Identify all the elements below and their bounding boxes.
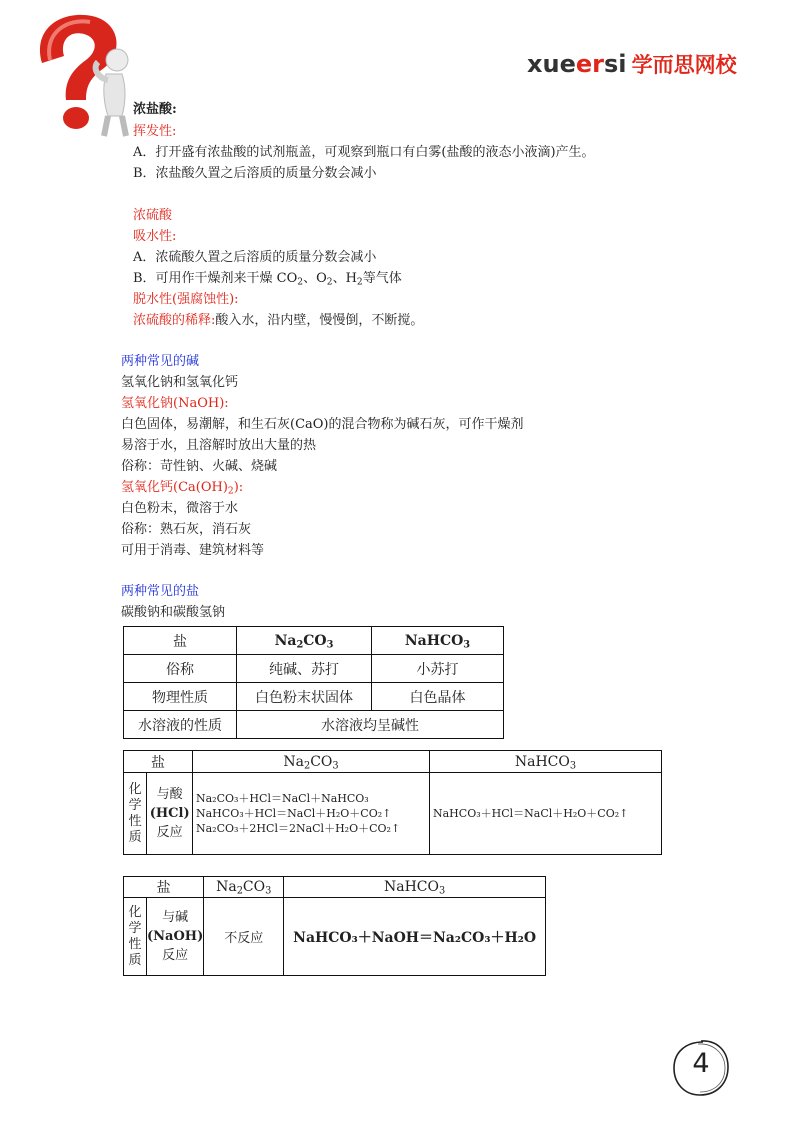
t1-header-nahco3: NaHCO$_3$ [372,627,504,655]
bases-section-title: 两种常见的碱 [121,354,200,369]
hcl-volatility-label: 挥发性: [133,124,177,139]
t2-na2co3-equations [193,773,430,855]
t2-equation-3: Na₂CO₃＋2HCl＝2NaCl＋H₂O＋CO₂↑ [196,822,401,835]
brand-logo [527,49,737,79]
t1-header-salt: 盐 [124,627,237,655]
caoh-label: 氢氧化钙$(Ca(OH)_2)$: [121,480,244,497]
t3-header-na2co3: $Na_2CO_3$ [204,877,284,898]
t1-row-solution-label: 水溶液的性质 [124,711,237,739]
t2-header-salt: 盐 [124,751,193,773]
t1-row-solution-value: 水溶液均呈碱性 [237,711,504,739]
t1-row-common-name-na2co3: 纯碱、苏打 [237,655,372,683]
t3-header-salt: 盐 [124,877,204,898]
h2so4-dilution-label: 浓硫酸的稀释: [133,313,216,328]
naoh-line-2: 易溶于水，且溶解时放出大量的热 [121,438,317,453]
h2so4-dilution-text: 酸入水，沿内壁，慢慢倒，不断搅。 [215,313,424,328]
t3-nahco3-equation: NaHCO₃＋NaOH＝Na₂CO₃＋H₂O [284,898,546,976]
h2so4-hygroscopic-label: 吸水性: [133,229,177,244]
h2so4-item-b: B．可用作干燥剂来干燥 $CO_2$、$O_2$、$H_2$等气体 [133,271,402,288]
t3-header-nahco3: NaHCO$_3$ [284,877,546,898]
t1-header-na2co3: $Na_2CO_3$ [237,627,372,655]
naoh-line-1: 白色固体，易潮解，和生石灰(CaO)的混合物称为碱石灰，可作干燥剂 [121,417,524,432]
t2-equation-1: Na₂CO₃＋HCl＝NaCl＋NaHCO₃ [196,792,369,805]
h2so4-dehydration-label: 脱水性(强腐蚀性): [133,292,239,307]
t1-row-common-name-label: 俗称 [124,655,237,683]
caoh-line-2: 俗称：熟石灰，消石灰 [121,522,252,537]
t2-header-na2co3: $Na_2CO_3$ [193,751,430,773]
bases-subtitle: 氢氧化钠和氢氧化钙 [121,375,239,390]
h2so4-item-a: A．浓硫酸久置之后溶质的质量分数会减小 [133,250,377,265]
logo-text-xue: xue [527,50,576,78]
salt-properties-table [123,626,504,739]
t3-na2co3-no-reaction: 不反应 [204,898,284,976]
caoh-line-3: 可用于消毒、建筑材料等 [121,543,265,558]
t2-nahco3-equation: NaHCO₃＋HCl＝NaCl＋H₂O＋CO₂↑ [430,773,662,855]
h2so4-title: 浓硫酸 [133,208,173,223]
t3-chemical-property-label: 化 学 性 质 [124,898,147,976]
t2-acid-label: 与酸 (HCl) 反应 [147,773,193,855]
naoh-line-3: 俗称：苛性钠、火碱、烧碱 [121,459,278,474]
naoh-label: 氢氧化钠(NaOH): [121,396,229,411]
hcl-title: 浓盐酸: [133,102,177,117]
h2so4-dilution [133,312,423,329]
caoh-line-1: 白色粉末，微溶于水 [121,501,239,516]
logo-text-si: si [603,50,627,78]
t2-equation-2: NaHCO₃＋HCl＝NaCl＋H₂O＋CO₂↑ [196,807,392,820]
t1-row-physical-label: 物理性质 [124,683,237,711]
t2-chemical-property-label: 化 学 性 质 [124,773,147,855]
salts-section-title: 两种常见的盐 [121,584,200,599]
hcl-item-a: A．打开盛有浓盐酸的试剂瓶盖，可观察到瓶口有白雾(盐酸的液态小液滴)产生。 [133,145,595,160]
t1-row-physical-nahco3: 白色晶体 [372,683,504,711]
logo-text-er: er [575,50,604,78]
acid-reaction-table [123,750,662,855]
base-reaction-table [123,876,546,976]
hcl-item-b: B．浓盐酸久置之后溶质的质量分数会减小 [133,166,377,181]
t1-row-physical-na2co3: 白色粉末状固体 [237,683,372,711]
t3-base-label: 与碱 (NaOH) 反应 [147,898,204,976]
page-number: 4 [692,1048,710,1079]
t2-header-nahco3: NaHCO$_3$ [430,751,662,773]
logo-text-cn: 学而思网校 [631,53,737,77]
t1-row-common-name-nahco3: 小苏打 [372,655,504,683]
question-mark-mascot-illustration [22,8,142,143]
salts-subtitle: 碳酸钠和碳酸氢钠 [121,605,226,620]
